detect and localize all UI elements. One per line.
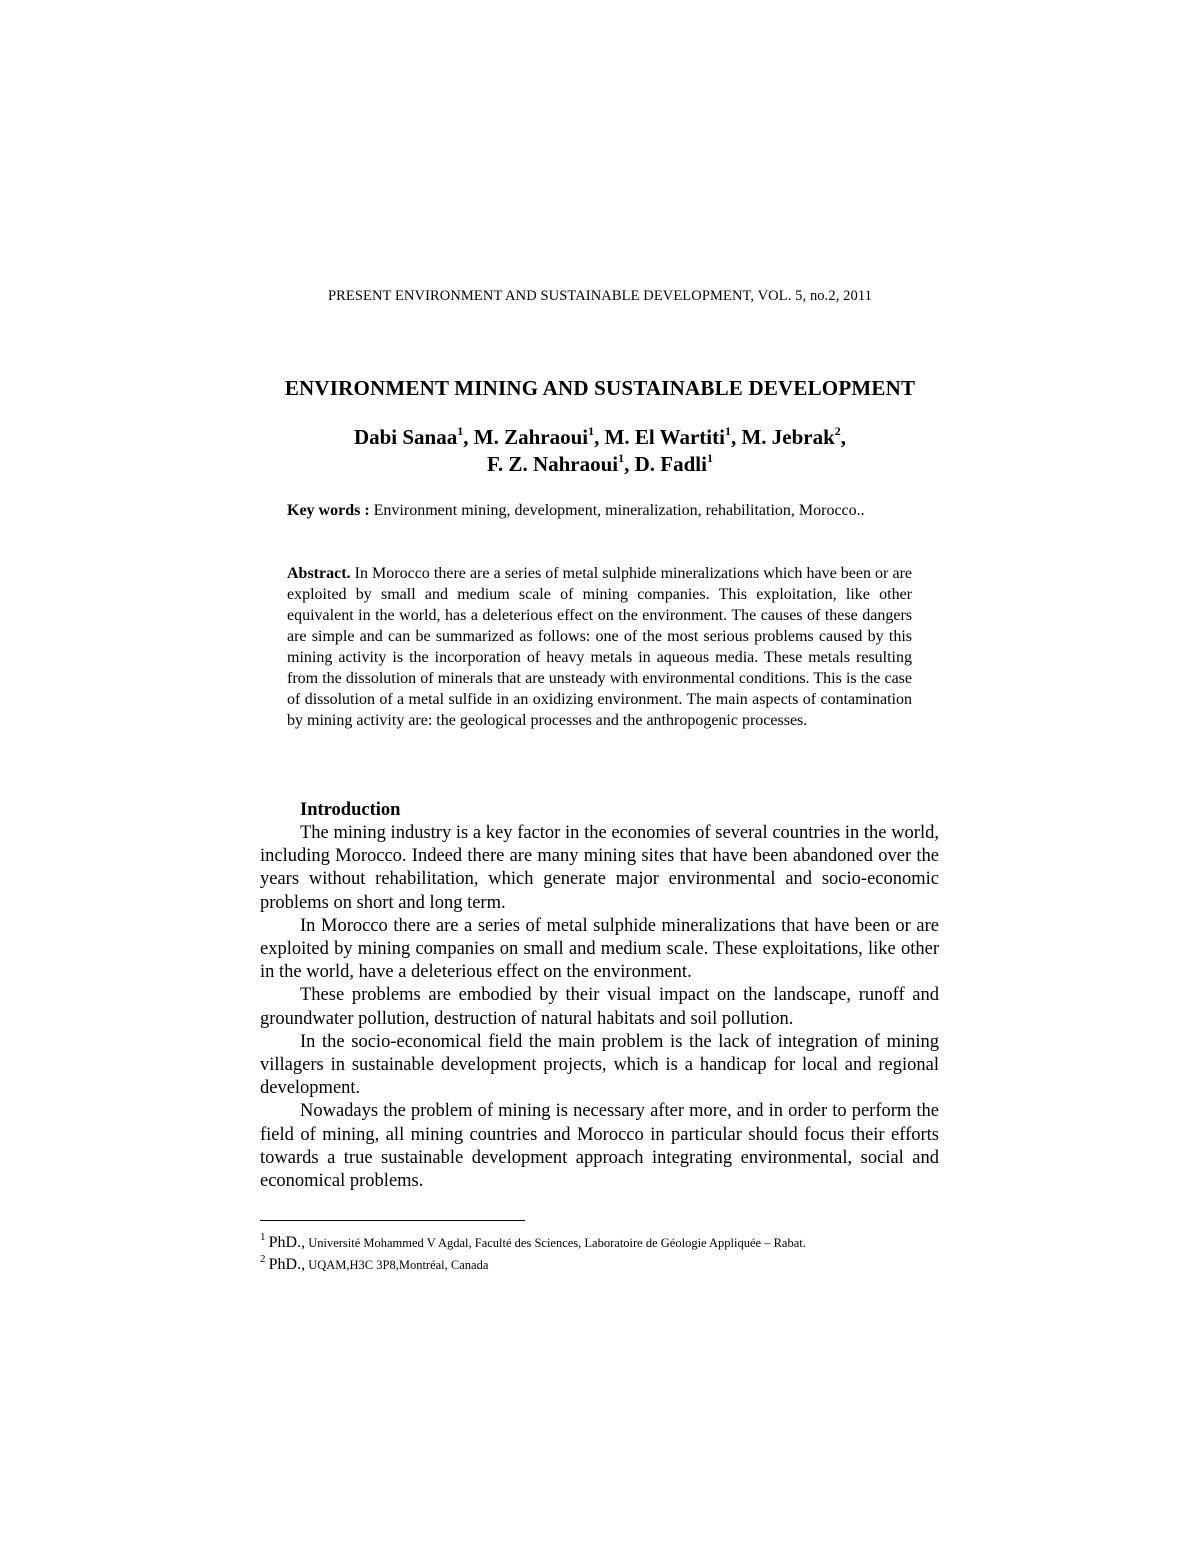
affiliation-mark: 1 [706,451,713,465]
paragraph: In Morocco there are a series of metal sulphide mineralizations that have been or are exploited by mining companies on small and medium scale. These exploitations, like other in the world, have a deleterious effect on the environment. [260,915,939,983]
introduction-body [260,822,939,1193]
affiliation-mark: 1 [588,424,595,438]
author-name: M. Jebrak [741,425,835,449]
abstract-text: In Morocco there are a series of metal sulphide mineralizations which have been or are exploited by small and medium scale of mining companies. This exploitation, like other equivalent in the world, has a deleterious effect on the environment. The causes of these dangers are simple and can be summarized as follows: one of the most serious problems caused by this mining activity is the incorporation of heavy metals in aqueous media. These metals resulting from the dissolution of minerals that are unsteady with environmental conditions. This is the case of dissolution of a metal sulfide in an oxidizing environment. The main aspects of contamination by mining activity are: the geological processes and the anthropogenic processes. [287,565,913,729]
author-separator: , [730,425,742,449]
introduction-heading: Introduction [300,800,401,820]
author-separator: , [624,452,635,476]
author-list [0,424,1200,478]
paragraph: In the socio-economical field the main problem is the lack of integration of mining villagers in sustainable development projects, which is a handicap for local and regional development. [260,1031,939,1099]
footnotes [260,1232,960,1276]
author-name: F. Z. Nahraoui [487,452,619,476]
author-separator: , [840,425,847,449]
paragraph: These problems are embodied by their visual impact on the landscape, runoff and groundwater pollution, destruction of natural habitats and soil pollution. [260,985,939,1029]
footnote-2 [260,1254,960,1276]
paper-title: ENVIRONMENT MINING AND SUSTAINABLE DEVELOPMENT [284,376,916,400]
affiliation-mark: 1 [457,424,464,438]
keywords-text: Environment mining, development, mineralization, rehabilitation, Morocco.. [373,502,865,519]
footnote-text: Université Mohammed V Agdal, Faculté des Sciences, Laboratoire de Géologie Appliquée – Rabat. [308,1236,806,1250]
footnote-mark: 2 [260,1253,266,1265]
keywords-label: Key words : [287,502,370,519]
running-head: PRESENT ENVIRONMENT AND SUSTAINABLE DEVELOPMENT, VOL. 5, no.2, 2011 [327,288,873,304]
footnote-degree: PhD., [268,1256,306,1273]
keywords [287,500,912,521]
abstract [287,563,912,731]
author-name: D. Fadli [634,452,707,476]
author-name: M. El Wartiti [604,425,725,449]
footnote-text: UQAM,H3C 3P8,Montréal, Canada [308,1258,489,1272]
footnote-1 [260,1232,960,1254]
affiliation-mark: 1 [618,451,625,465]
author-name: M. Zahraoui [473,425,589,449]
author-separator: , [594,425,605,449]
author-5 [487,452,635,476]
paragraph: The mining industry is a key factor in the economies of several countries in the world, including Morocco. Indeed there are many mining sites that have been abandoned over the years without rehabilitation, which generate major environmental and socio-economic problems on short and long term. [260,823,939,913]
footnote-rule [260,1220,525,1221]
affiliation-mark: 1 [724,424,731,438]
author-3 [605,425,742,449]
author-separator: , [463,425,474,449]
author-6 [635,452,713,476]
author-4 [741,425,846,449]
author-name: Dabi Sanaa [353,425,458,449]
paragraph: Nowadays the problem of mining is necessary after more, and in order to perform the field of mining, all mining countries and Morocco in particular should focus their efforts towards a true sustainable development approach integrating environmental, social and economical problems. [260,1101,939,1192]
footnote-degree: PhD., [268,1234,306,1251]
author-1 [354,425,474,449]
abstract-label: Abstract. [287,565,351,582]
affiliation-mark: 2 [834,424,841,438]
author-2 [474,425,605,449]
footnote-mark: 1 [260,1231,266,1243]
